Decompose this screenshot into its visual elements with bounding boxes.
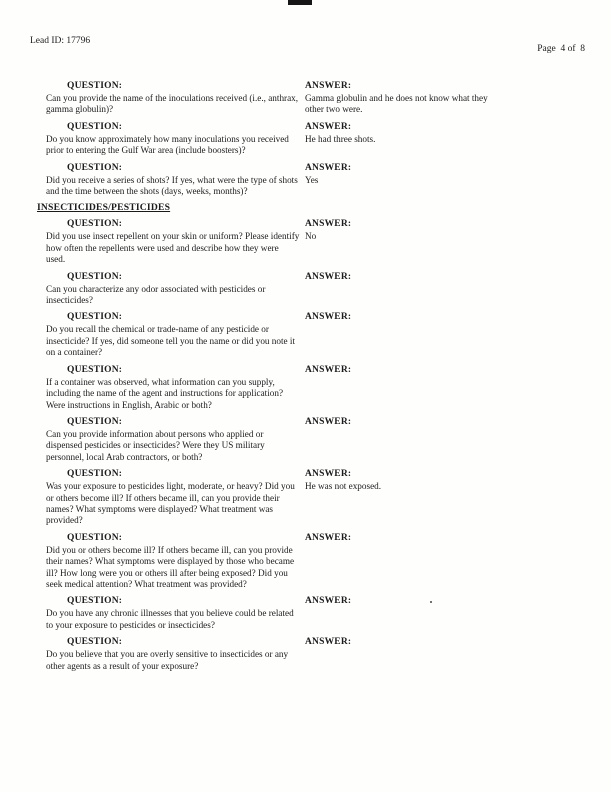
- answer-column: [305, 595, 505, 608]
- qa-item: [46, 416, 551, 463]
- answer-column: [305, 162, 505, 186]
- answer-label: ANSWER:: [305, 532, 352, 543]
- answer-label: ANSWER:: [305, 364, 352, 375]
- answer-label: ANSWER:: [305, 219, 352, 230]
- answer-label: ANSWER:: [305, 162, 352, 173]
- answer-column: [305, 311, 505, 324]
- scan-artifact-top: [288, 0, 312, 5]
- question-text: Do you have any chronic illnesses that you believe could be related to your exposure to pesticides or insecticides?: [46, 608, 294, 630]
- question-column: [46, 218, 305, 265]
- question-label: QUESTION:: [67, 596, 123, 607]
- question-text: If a container was observed, what information can you supply, including the name of the agent and instructions for application? Were instructions in English, Arabic or both?: [46, 376, 284, 410]
- answer-column: [305, 121, 505, 145]
- page-number: Page 4 of 8: [537, 44, 585, 54]
- question-column: [46, 636, 305, 672]
- qa-item: [46, 532, 551, 591]
- question-column: [46, 121, 305, 157]
- answer-column: [305, 218, 505, 242]
- qa-item: [46, 364, 551, 411]
- qa-item: [46, 121, 551, 157]
- question-text: Do you recall the chemical or trade-name of any pesticide or insecticide? If yes, did someone tell you the name or did you note it on a container?: [46, 324, 296, 358]
- answer-column: [305, 271, 505, 284]
- qa-item: [46, 218, 551, 265]
- answer-label: ANSWER:: [305, 416, 352, 427]
- answer-label: ANSWER:: [305, 81, 352, 91]
- question-text: Can you characterize any odor associated with pesticides or insecticides?: [46, 283, 266, 306]
- answer-text: Yes: [305, 174, 319, 185]
- question-text: Do you know approximately how many inoculations you received prior to entering the Gulf War area (include boosters)?: [46, 133, 289, 156]
- section-inoculations: [46, 80, 551, 197]
- answer-label: ANSWER:: [305, 121, 352, 132]
- answer-label: ANSWER:: [305, 596, 352, 607]
- question-label: QUESTION:: [67, 219, 123, 230]
- answer-column: [305, 364, 505, 377]
- qa-item: [46, 595, 551, 631]
- section-insecticides: [46, 218, 551, 672]
- question-column: [46, 271, 305, 307]
- qa-item: [46, 80, 551, 116]
- question-label: QUESTION:: [67, 637, 123, 648]
- scan-artifact-dot: [430, 601, 432, 603]
- question-column: [46, 162, 305, 198]
- question-label: QUESTION:: [67, 364, 123, 375]
- question-label: QUESTION:: [67, 312, 123, 323]
- answer-text: He had three shots.: [305, 133, 376, 144]
- question-label: QUESTION:: [67, 81, 123, 91]
- question-text: Can you provide information about persons who applied or dispensed pesticides or insecticides? Were they US military personnel, local Arab contractors, or both?: [46, 428, 265, 462]
- lead-id: Lead ID: 17796: [30, 36, 91, 46]
- answer-label: ANSWER:: [305, 271, 352, 282]
- question-column: [46, 468, 305, 527]
- question-label: QUESTION:: [67, 162, 123, 173]
- question-label: QUESTION:: [67, 416, 123, 427]
- answer-label: ANSWER:: [305, 312, 352, 323]
- question-label: QUESTION:: [67, 271, 123, 282]
- question-text: Did you or others become ill? If others became ill, can you provide their names? What symptoms were displayed by those who became ill? How long were you or others ill after being exposed? Did you seek medical attention? What treatment was provided?: [46, 544, 295, 589]
- question-text: Did you receive a series of shots? If yes, what were the type of shots and the time between the shots (days, weeks, months)?: [46, 174, 298, 197]
- answer-column: [305, 532, 505, 545]
- answer-label: ANSWER:: [305, 469, 352, 480]
- question-column: [46, 80, 305, 116]
- question-text: Can you provide the name of the inoculations received (i.e., anthrax, gamma globulin)?: [46, 93, 299, 115]
- answer-text: He was not exposed.: [305, 481, 382, 492]
- answer-text: Gamma globulin and he does not know what they other two were.: [305, 93, 488, 115]
- question-text: Do you believe that you are overly sensitive to insecticides or any other agents as a result of your exposure?: [46, 649, 289, 671]
- qa-item: [46, 311, 551, 358]
- question-column: [46, 364, 305, 411]
- question-text: Did you use insect repellent on your skin or uniform? Please identify how often the repellents were used and describe how they were used.: [46, 231, 300, 265]
- section-heading-insecticides: INSECTICIDES/PESTICIDES: [37, 202, 171, 214]
- answer-column: [305, 416, 505, 429]
- question-label: QUESTION:: [67, 532, 123, 543]
- qa-item: [46, 162, 551, 198]
- question-label: QUESTION:: [67, 469, 123, 480]
- question-label: QUESTION:: [67, 121, 123, 132]
- question-column: [46, 311, 305, 358]
- answer-text: No: [305, 231, 317, 242]
- question-column: [46, 595, 305, 631]
- qa-item: [46, 468, 551, 527]
- answer-column: [305, 636, 505, 649]
- answer-label: ANSWER:: [305, 637, 352, 648]
- question-column: [46, 416, 305, 463]
- qa-item: [46, 636, 551, 672]
- question-text: Was your exposure to pesticides light, moderate, or heavy? Did you or others become ill? If others became ill, can you provide their names? What symptoms were displayed? What treatment was provided?: [46, 481, 295, 526]
- question-column: [46, 532, 305, 591]
- answer-column: [305, 468, 505, 492]
- qa-content: [37, 80, 551, 677]
- qa-item: [46, 271, 551, 307]
- answer-column: [305, 80, 505, 116]
